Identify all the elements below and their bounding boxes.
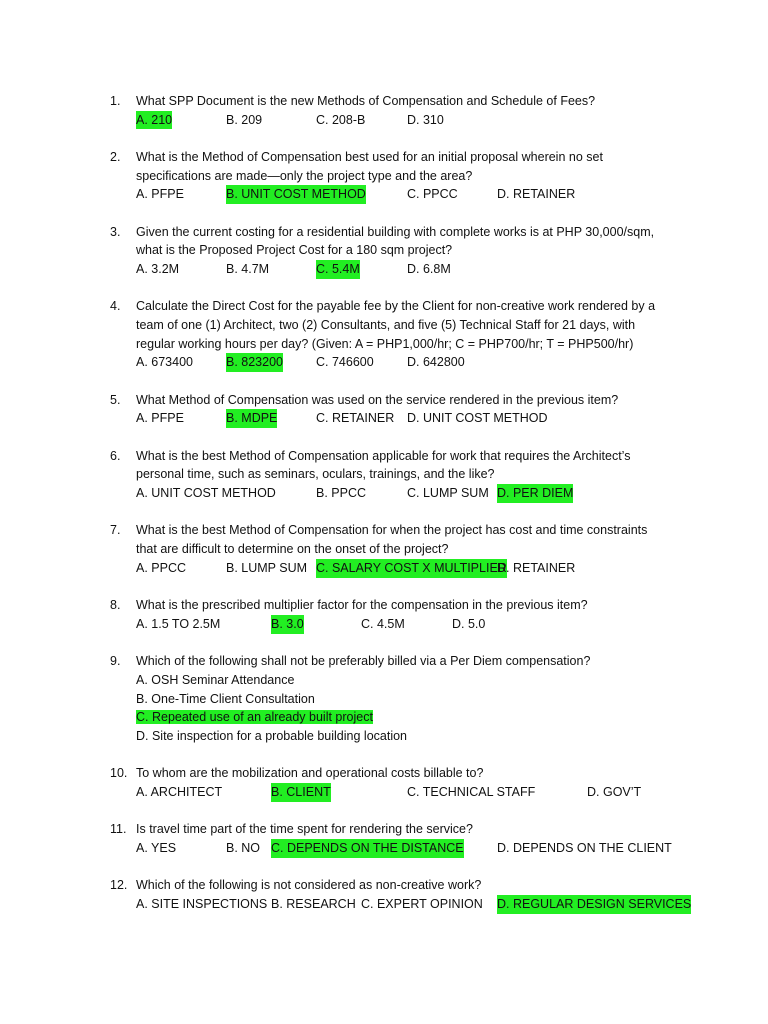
option-b-correct: B. 823200 bbox=[226, 353, 283, 372]
question-12 bbox=[0, 876, 692, 913]
option-d-line bbox=[136, 727, 668, 746]
option-a: A. ARCHITECT bbox=[136, 784, 223, 799]
question-number: 12. bbox=[110, 878, 128, 893]
option-b: B. NO bbox=[226, 840, 261, 855]
question-number: 7. bbox=[110, 523, 121, 538]
options-row bbox=[136, 615, 668, 634]
option-c-correct: C. 5.4M bbox=[316, 260, 360, 279]
option-d-correct: D. PER DIEM bbox=[497, 484, 573, 503]
option-b-correct: B. MDPE bbox=[226, 409, 277, 428]
question-9 bbox=[0, 652, 668, 746]
option-b-line bbox=[136, 690, 668, 709]
question-text: What is the best Method of Compensation for when the project has cost and time constraints that are difficult to determine on the onset of the project? bbox=[136, 523, 648, 557]
question-number: 9. bbox=[110, 654, 121, 669]
option-c: C. LUMP SUM bbox=[407, 486, 489, 501]
options-row bbox=[136, 409, 668, 428]
option-a: A. UNIT COST METHOD bbox=[136, 486, 276, 501]
option-c: C. 746600 bbox=[316, 355, 374, 370]
option-c: C. TECHNICAL STAFF bbox=[407, 784, 536, 799]
options-row bbox=[136, 260, 668, 279]
question-2 bbox=[0, 148, 668, 204]
option-d: D. UNIT COST METHOD bbox=[407, 411, 548, 426]
question-number: 10. bbox=[110, 766, 128, 781]
option-b: B. RESEARCH bbox=[271, 896, 356, 911]
option-c-line bbox=[136, 708, 668, 727]
option-b: B. One-Time Client Consultation bbox=[136, 691, 315, 706]
option-a: A. PPCC bbox=[136, 560, 187, 575]
option-c: C. EXPERT OPINION bbox=[361, 896, 483, 911]
question-6 bbox=[0, 447, 668, 503]
option-c: C. PPCC bbox=[407, 187, 458, 202]
option-b: B. 209 bbox=[226, 112, 263, 127]
question-7 bbox=[0, 521, 668, 577]
options-row bbox=[136, 783, 668, 802]
question-text: What is the Method of Compensation best used for an initial proposal wherein no set specifications are made—only the project type and the area? bbox=[136, 149, 603, 183]
option-b-correct: B. UNIT COST METHOD bbox=[226, 185, 366, 204]
option-b-correct: B. CLIENT bbox=[271, 783, 331, 802]
question-number: 5. bbox=[110, 392, 121, 407]
question-3 bbox=[0, 223, 668, 279]
question-number: 1. bbox=[110, 94, 121, 108]
option-a: A. OSH Seminar Attendance bbox=[136, 672, 295, 687]
options-row bbox=[136, 484, 668, 503]
question-number: 3. bbox=[110, 224, 121, 239]
option-d-correct: D. REGULAR DESIGN SERVICES bbox=[497, 895, 691, 914]
question-text: What Method of Compensation was used on the service rendered in the previous item? bbox=[136, 392, 619, 407]
question-5 bbox=[0, 391, 668, 428]
option-d: D. 642800 bbox=[407, 355, 465, 370]
question-text: What SPP Document is the new Methods of Compensation and Schedule of Fees? bbox=[136, 94, 596, 108]
question-10 bbox=[0, 764, 668, 801]
option-c: C. RETAINER bbox=[316, 411, 395, 426]
options-row bbox=[136, 559, 668, 578]
question-text: Which of the following shall not be preferably billed via a Per Diem compensation? bbox=[136, 654, 591, 669]
option-b: B. 4.7M bbox=[226, 262, 270, 277]
options-row bbox=[136, 895, 692, 914]
option-d: D. 6.8M bbox=[407, 262, 451, 277]
question-number: 6. bbox=[110, 448, 121, 463]
option-c: C. 208-B bbox=[316, 112, 366, 127]
question-number: 11. bbox=[110, 822, 127, 837]
option-d: D. RETAINER bbox=[497, 187, 576, 202]
question-text: To whom are the mobilization and operational costs billable to? bbox=[136, 766, 484, 781]
option-c: C. 4.5M bbox=[361, 616, 405, 631]
question-number: 4. bbox=[110, 299, 121, 314]
question-text: Given the current costing for a residential building with complete works is at PHP 30,000/sqm, what is the Proposed Project Cost for a 180 sqm project? bbox=[136, 224, 655, 258]
question-number: 8. bbox=[110, 598, 121, 613]
option-a-correct: A. 210 bbox=[136, 111, 172, 130]
question-1 bbox=[0, 92, 668, 129]
quiz-page bbox=[0, 92, 768, 932]
option-c-correct: C. SALARY COST X MULTIPLIER bbox=[316, 559, 507, 578]
option-d: D. DEPENDS ON THE CLIENT bbox=[497, 840, 672, 855]
option-b: B. LUMP SUM bbox=[226, 560, 308, 575]
option-d: D. RETAINER bbox=[497, 560, 576, 575]
question-text: What is the best Method of Compensation applicable for work that requires the Architect’s personal time, such as seminars, oculars, trainings, and the like? bbox=[136, 448, 631, 482]
option-c-correct: C. Repeated use of an already built project bbox=[136, 710, 373, 725]
option-a: A. PFPE bbox=[136, 187, 184, 202]
option-d: D. 310 bbox=[407, 112, 444, 127]
question-text: Is travel time part of the time spent for rendering the service? bbox=[136, 822, 473, 837]
option-b-correct: B. 3.0 bbox=[271, 615, 304, 634]
option-a: A. 1.5 TO 2.5M bbox=[136, 616, 221, 631]
option-a-line bbox=[136, 671, 668, 690]
options-row bbox=[136, 185, 668, 204]
option-d: D. 5.0 bbox=[452, 616, 486, 631]
question-text: Which of the following is not considered as non-creative work? bbox=[136, 878, 482, 893]
option-a: A. PFPE bbox=[136, 411, 184, 426]
question-number: 2. bbox=[110, 149, 121, 164]
options-row bbox=[136, 111, 668, 130]
options-row bbox=[136, 353, 668, 372]
option-a: A. 3.2M bbox=[136, 262, 180, 277]
option-d: D. Site inspection for a probable building location bbox=[136, 728, 408, 743]
question-4 bbox=[0, 297, 668, 372]
option-d: D. GOV’T bbox=[587, 784, 642, 799]
option-a: A. 673400 bbox=[136, 355, 193, 370]
question-8 bbox=[0, 596, 668, 633]
option-a: A. YES bbox=[136, 840, 177, 855]
option-b: B. PPCC bbox=[316, 486, 367, 501]
question-text: What is the prescribed multiplier factor for the compensation in the previous item? bbox=[136, 598, 588, 613]
question-11 bbox=[0, 820, 672, 857]
options-row bbox=[136, 839, 672, 858]
option-a: A. SITE INSPECTIONS bbox=[136, 896, 268, 911]
question-text: Calculate the Direct Cost for the payable fee by the Client for non-creative work rendered by a team of one (1) Architect, two (2) Consultants, and five (5) Technical Staff for 21 days, with regular working hours per day? (Given: A = PHP1,000/hr; C = PHP700/hr; T = PHP500/hr) bbox=[136, 299, 656, 351]
option-c-correct: C. DEPENDS ON THE DISTANCE bbox=[271, 839, 464, 858]
